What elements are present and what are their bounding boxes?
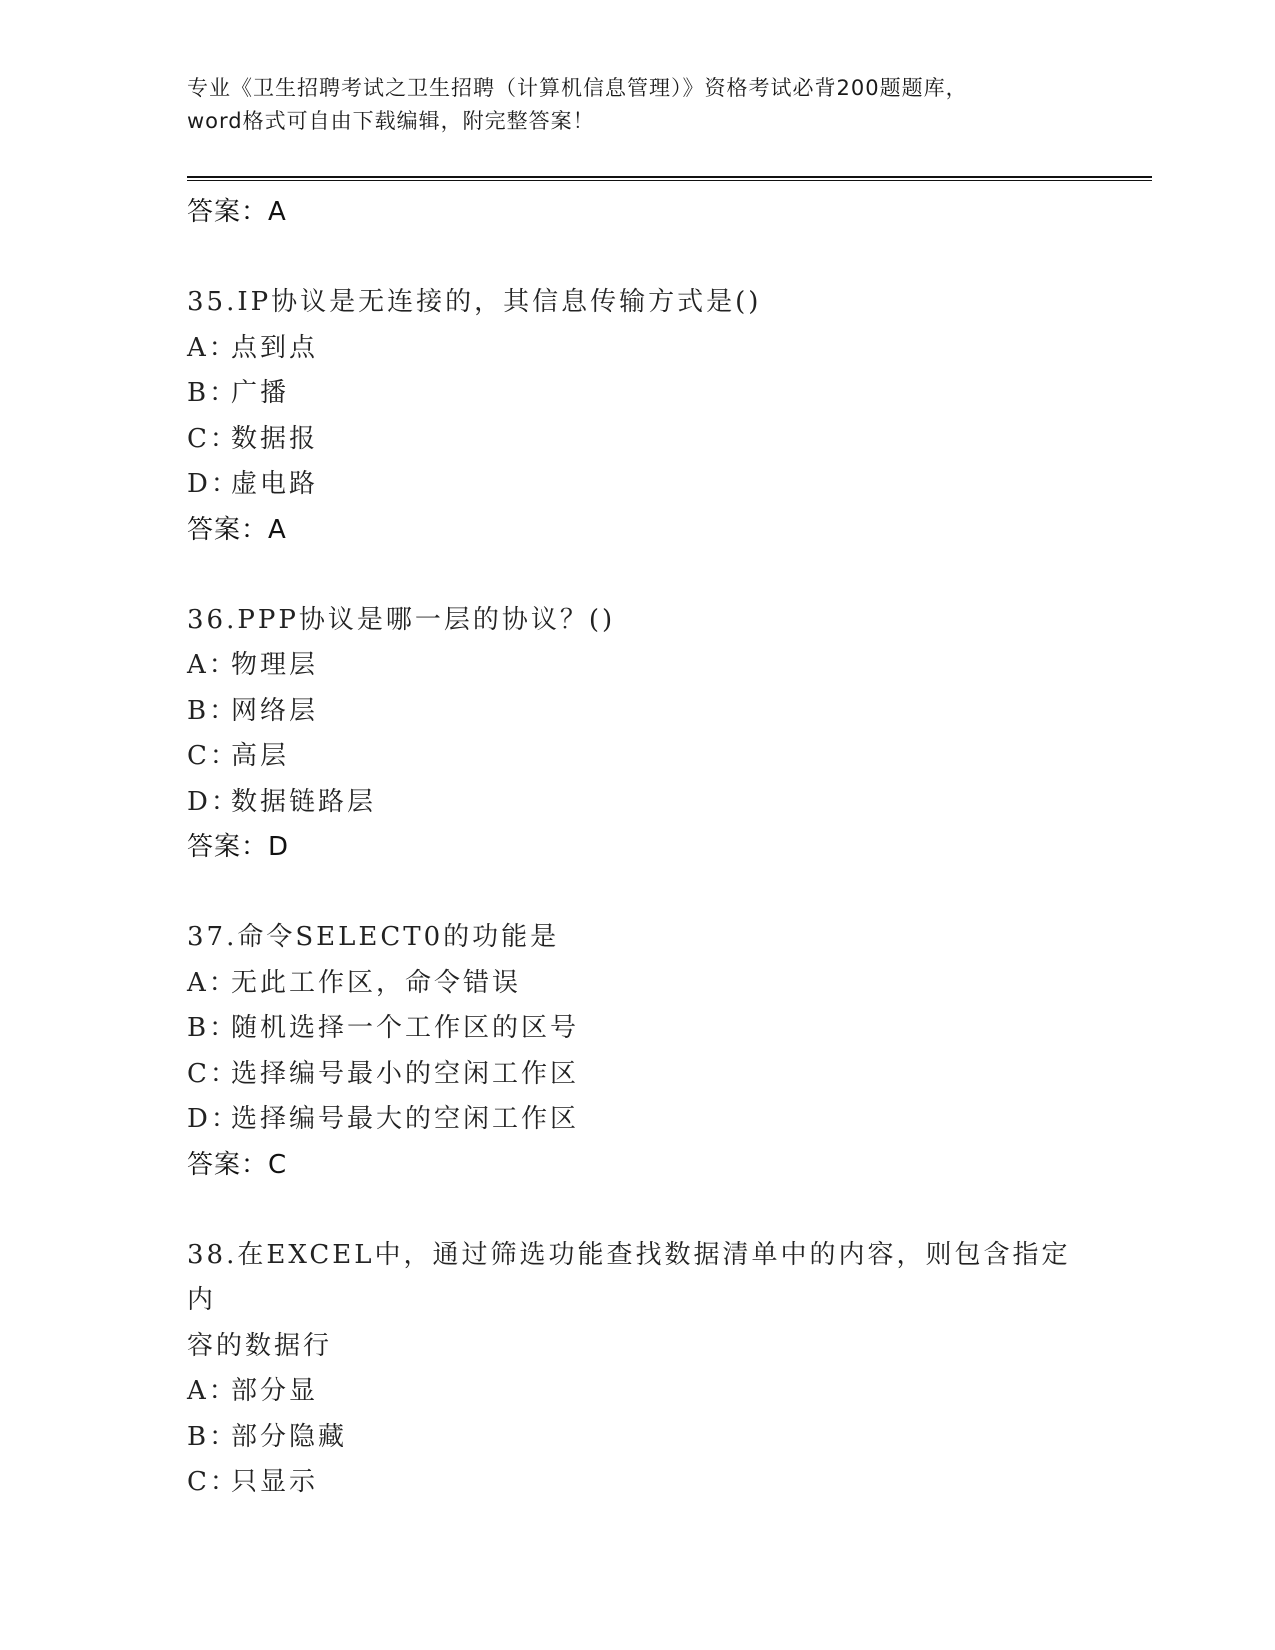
option-letter: B： bbox=[187, 1421, 239, 1452]
option-letter: D： bbox=[187, 1104, 240, 1134]
option-text: 选择编号最大的空闲工作区 bbox=[231, 1104, 580, 1134]
option-letter: D： bbox=[187, 786, 240, 817]
option-text: 物理层 bbox=[231, 650, 319, 680]
option-item bbox=[187, 1097, 1087, 1143]
question-text: 38.在EXCEL中，通过筛选功能查找数据清单中的内容，则包含指定内 bbox=[187, 1239, 1071, 1315]
option-item bbox=[187, 371, 1087, 417]
option-text: 只显示 bbox=[231, 1467, 319, 1497]
question-text: 容的数据行 bbox=[187, 1330, 333, 1361]
question-list bbox=[187, 190, 1087, 1506]
option-text: 数据链路层 bbox=[231, 786, 377, 817]
option-item bbox=[187, 417, 1087, 463]
question-item bbox=[187, 915, 1087, 1188]
option-text: 网络层 bbox=[231, 695, 319, 726]
option-item bbox=[187, 734, 1087, 780]
question-text: 35.IP协议是无连接的，其信息传输方式是() bbox=[187, 287, 762, 317]
header-line-2: word格式可自由下载编辑，附完整答案！ bbox=[187, 109, 595, 133]
option-item bbox=[187, 780, 1087, 826]
option-letter: D： bbox=[187, 469, 240, 499]
option-item bbox=[187, 462, 1087, 508]
option-letter: A： bbox=[187, 1376, 238, 1406]
option-letter: A： bbox=[187, 650, 238, 680]
option-text: 高层 bbox=[231, 741, 290, 771]
option-item bbox=[187, 1460, 1087, 1506]
option-text: 部分显 bbox=[231, 1376, 319, 1406]
option-item bbox=[187, 689, 1087, 735]
option-text: 点到点 bbox=[231, 332, 319, 363]
previous-answer: 答案：A bbox=[187, 197, 287, 227]
question-item bbox=[187, 1233, 1087, 1506]
option-letter: B： bbox=[187, 695, 239, 726]
option-item bbox=[187, 326, 1087, 372]
option-letter: C： bbox=[187, 1467, 239, 1497]
question-text: 37.命令SELECT0的功能是 bbox=[187, 922, 560, 952]
header-line-1: 专业《卫生招聘考试之卫生招聘（计算机信息管理）》资格考试必背200题题库， bbox=[187, 76, 968, 100]
option-text: 虚电路 bbox=[231, 469, 319, 499]
option-letter: B： bbox=[187, 378, 239, 408]
option-letter: C： bbox=[187, 1058, 239, 1089]
option-item bbox=[187, 1052, 1087, 1098]
option-text: 广播 bbox=[231, 378, 290, 408]
option-letter: C： bbox=[187, 423, 239, 454]
option-letter: C： bbox=[187, 741, 239, 771]
question-item bbox=[187, 598, 1087, 871]
option-item bbox=[187, 1369, 1087, 1415]
page-header bbox=[187, 72, 1087, 138]
answer-line: 答案：C bbox=[187, 1149, 288, 1180]
question-item bbox=[187, 280, 1087, 553]
option-letter: B： bbox=[187, 1013, 239, 1043]
option-item bbox=[187, 643, 1087, 689]
option-item bbox=[187, 1415, 1087, 1461]
option-letter: A： bbox=[187, 967, 238, 998]
option-text: 选择编号最小的空闲工作区 bbox=[231, 1058, 580, 1089]
option-text: 无此工作区，命令错误 bbox=[231, 967, 522, 998]
option-item bbox=[187, 961, 1087, 1007]
answer-line: 答案：A bbox=[187, 514, 287, 545]
question-text: 36.PPP协议是哪一层的协议？() bbox=[187, 604, 616, 635]
questions-container bbox=[187, 280, 1087, 1506]
option-text: 随机选择一个工作区的区号 bbox=[231, 1013, 580, 1043]
option-letter: A： bbox=[187, 332, 238, 363]
answer-line: 答案：D bbox=[187, 832, 290, 862]
option-text: 数据报 bbox=[231, 423, 319, 454]
header-divider bbox=[187, 176, 1152, 181]
option-item bbox=[187, 1006, 1087, 1052]
option-text: 部分隐藏 bbox=[231, 1421, 348, 1452]
